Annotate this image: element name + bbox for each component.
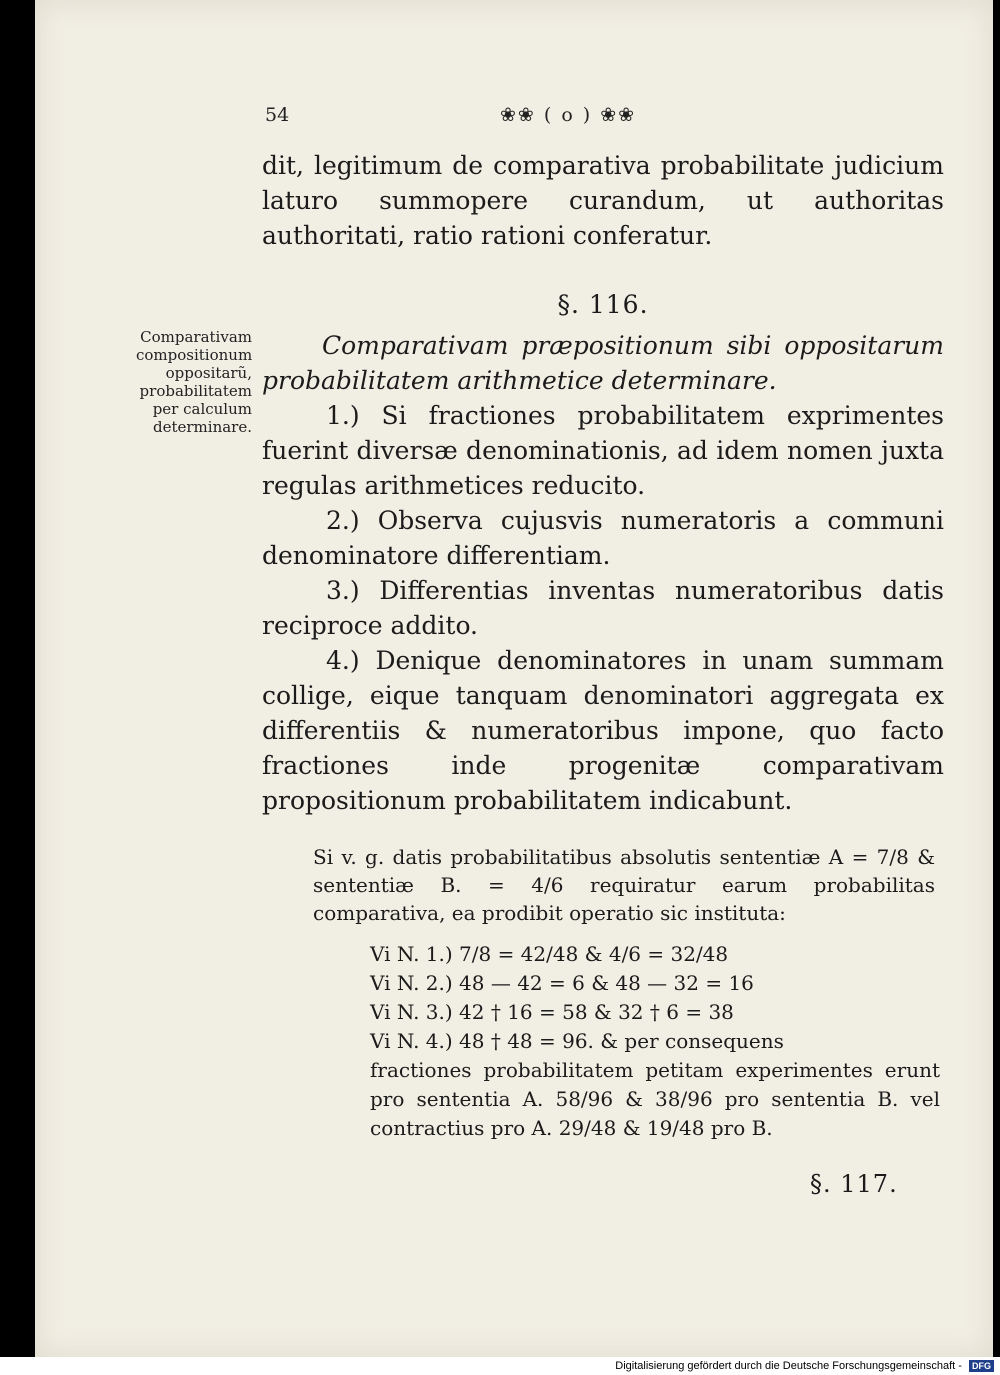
- marginal-note: Comparativam compositionum oppositarũ, probabilitatem per calculum determinare.: [136, 328, 253, 436]
- rule-item-3: 3.) Differentias inventas numeratoribus datis reciproce addito.: [262, 576, 944, 640]
- operation-line: Vi N. 2.) 48 — 42 = 6 & 48 — 32 = 16: [370, 971, 754, 995]
- example-paragraph: [313, 843, 935, 927]
- section-heading: Comparativam præpositionum sibi oppositarum probabilitatem arithmetice determinare.: [262, 331, 944, 395]
- main-text: [262, 148, 944, 818]
- footer-bar: [0, 1357, 1000, 1375]
- footer-credit: Digitalisierung gefördert durch die Deutsche Forschungsgemeinschaft -: [615, 1360, 962, 1372]
- next-section-title: §. 117.: [810, 1170, 898, 1198]
- rule-item-2: 2.) Observa cujusvis numeratoris a communi denominatore differentiam.: [262, 506, 944, 570]
- operation-line: Vi N. 4.) 48 † 48 = 96. & per consequens: [370, 1029, 784, 1053]
- operation-line: Vi N. 3.) 42 † 16 = 58 & 32 † 6 = 38: [370, 1000, 734, 1024]
- intro-paragraph: dit, legitimum de comparativa probabilitate judicium laturo summopere curandum, ut authoritas authoritati, ratio rationi conferatur.: [262, 151, 944, 250]
- page-number: 54: [265, 104, 290, 126]
- page-header: [265, 104, 945, 134]
- dfg-logo[interactable]: DFG: [969, 1360, 994, 1372]
- section-title: §. 116.: [557, 290, 649, 319]
- conclusion-text: fractiones probabilitatem petitam experimentes erunt pro sententia A. 58/96 & 38/96 pro sententia B. vel contractius pro A. 29/48 & 19/48 pro B.: [370, 1058, 940, 1140]
- example-text: Si v. g. datis probabilitatibus absolutis sententiæ A = 7/8 & sententiæ B. = 4/6 requiratur earum probabilitas comparativa, ea prodibit operatio sic instituta:: [313, 845, 935, 925]
- rule-item-1: 1.) Si fractiones probabilitatem exprimentes fuerint diversæ denominationis, ad idem nomen juxta regulas arithmetices reducito.: [262, 401, 944, 500]
- header-ornament: ❀❀ ( o ) ❀❀: [500, 104, 637, 126]
- example-operations: [370, 940, 940, 1143]
- rule-item-4: 4.) Denique denominatores in unam summam collige, eique tanquam denominatori aggregata ex differentiis & numeratoribus impone, quo facto fractiones inde progenitæ comparativam propositionum probabilitatem indicabunt.: [262, 646, 944, 815]
- operation-line: Vi N. 1.) 7/8 = 42/48 & 4/6 = 32/48: [370, 942, 729, 966]
